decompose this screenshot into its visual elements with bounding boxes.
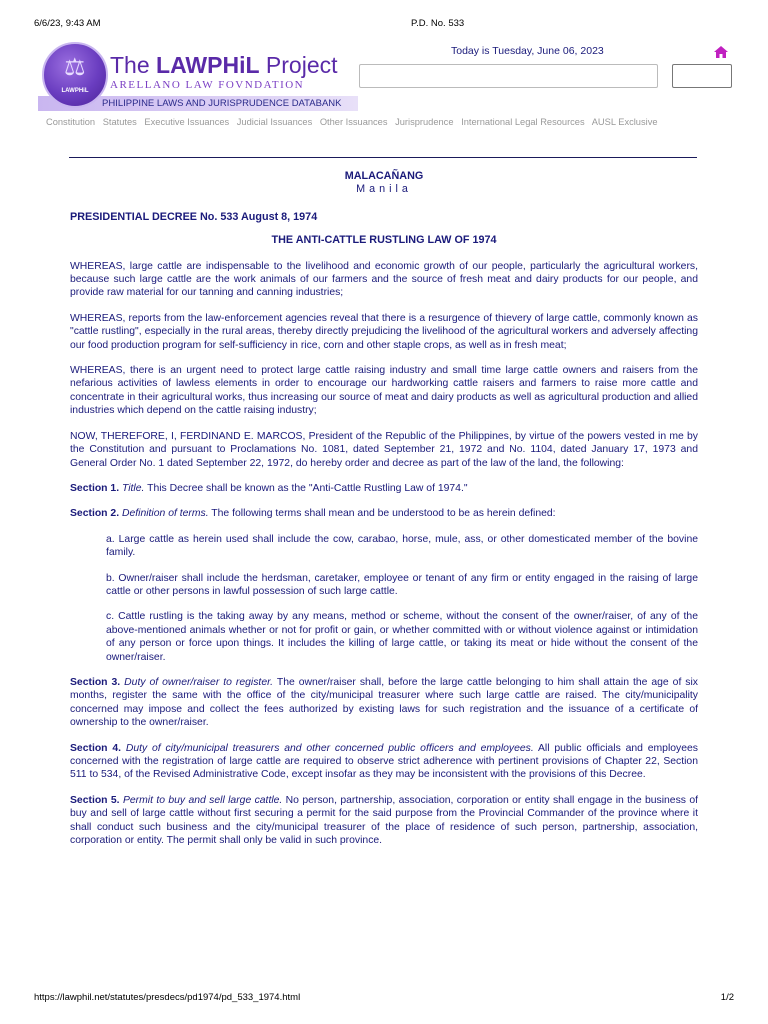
search-input[interactable] (359, 64, 658, 88)
nav-item-international[interactable]: International Legal Resources (461, 117, 585, 127)
section-body: The owner/raiser shall, before the large cattle belonging to him shall attain the age of six months, register the same with the office of the city/municipal treasurer where such large cattle are raised. The city/municipality concerned may impose and collect the fees authorized by existing laws for such registration and the issuance of a certificate of ownership to the owner/raiser. (70, 676, 699, 729)
section-heading: Duty of owner/raiser to register. (124, 676, 274, 688)
header-divider (69, 157, 697, 158)
lawphil-logo[interactable] (38, 42, 358, 114)
section-label: Section 5. (70, 794, 120, 806)
nav-item-other-issuances[interactable]: Other Issuances (319, 117, 388, 127)
logo-subtitle: ARELLANO LAW FOVNDATION (110, 79, 305, 91)
decree-preamble: NOW, THEREFORE, I, FERDINAND E. MARCOS, President of the Republic of the Philippines, by virtue of the powers vested in me by the Constitution and pursuant to Proclamations No. 1081, dated September 21, 1972 and No. 1104, dated January 17, 1973 and General Order No. 1 dated September 22, 1972, do hereby order and decree as part of the law of the land, the following: (70, 430, 698, 469)
nav-item-constitution[interactable]: Constitution (46, 117, 96, 127)
nav-item-ausl[interactable]: AUSL Exclusive (591, 117, 658, 127)
whereas-paragraph: WHEREAS, reports from the law-enforcement agencies reveal that there is a resurgence of thievery of large cattle, commonly known as "cattle rustling", especially in the rural areas, thereby directly prejudicing the livelihood of the agricultural workers and adversely affecting our food production program for self-sufficiency in rice, corn and other staple crops, as well as in fresh meat; (70, 312, 698, 351)
logo-title-prefix: The (110, 52, 157, 78)
section-heading: Permit to buy and sell large cattle. (122, 794, 283, 806)
nav-item-jurisprudence[interactable]: Jurisprudence (395, 117, 454, 127)
nav-item-judicial-issuances[interactable]: Judicial Issuances (236, 117, 313, 127)
logo-circle-label: LAWPHiL (61, 88, 89, 94)
main-nav (46, 117, 736, 127)
print-date: 6/6/23, 9:43 AM (34, 18, 101, 29)
logo-title (110, 52, 338, 79)
page-number: 1/2 (720, 992, 734, 1003)
section-label: Section 2. (70, 508, 120, 520)
whereas-paragraph: WHEREAS, large cattle are indispensable to the livelihood and economic growth of our people, particularly the agricultural workers, because such large cattle are the work animals of our farmers and the source of fresh meat and dairy products for our people, and provide raw material for our tanning and canning industries; (70, 260, 698, 299)
section-4 (70, 742, 698, 782)
nav-item-statutes[interactable]: Statutes (102, 117, 137, 127)
scales-glyph: ⚖ (64, 54, 86, 81)
whereas-paragraph: WHEREAS, there is an urgent need to protect large cattle raising industry and small time large cattle owners and raisers from the nefarious activities of lawless elements in order to encourage our hardworking cattle raisers and farmers to raise more cattle and concentrate in their agricultural works, thus increasing our source of meat and dairy products as well as agricultural production and allied industries which depend on the cattle raising industry; (70, 365, 698, 417)
section-label: Section 3. (70, 676, 121, 688)
section-1 (70, 482, 698, 495)
page-url[interactable]: https://lawphil.net/statutes/presdecs/pd1974/pd_533_1974.html (34, 992, 301, 1003)
section-body: All public officials and employees concerned with the registration of large cattle are required to observe strict adherence with pertinent provisions of Chapter 22, Section 511 to 534, of the Revised Administrative Code, except insofar as they may be inconsistent with the provisions of this Decree. (70, 742, 698, 781)
print-title: P.D. No. 533 (411, 18, 465, 29)
scales-of-justice-icon (42, 42, 108, 108)
section-3 (70, 676, 698, 730)
logo-title-brand: LAWPHiL (156, 52, 260, 78)
act-title: THE ANTI-CATTLE RUSTLING LAW OF 1974 (271, 234, 497, 247)
issuer-location: Manila (356, 183, 412, 196)
decree-body (70, 170, 698, 847)
section-heading: Definition of terms. (121, 508, 209, 520)
definition-item: a. Large cattle as herein used shall include the cow, carabao, horse, mule, ass, or other domesticated member of the bovine family. (106, 533, 698, 559)
section-5 (70, 794, 698, 848)
logo-band-text: PHILIPPINE LAWS AND JURISPRUDENCE DATABANK (102, 98, 342, 109)
section-label: Section 4. (70, 742, 122, 754)
section-label: Section 1. (70, 482, 120, 494)
definition-item: c. Cattle rustling is the taking away by any means, method or scheme, without the consent of the owner/raiser, of any of the above-mentioned animals whether or not for profit or gain, or whether committed with or without violence against or intimidation of any person or force upon things. It includes the killing of large cattle, or taking its meat or hide without the consent of the owner/raiser. (106, 611, 698, 663)
print-header (34, 18, 734, 32)
search-button[interactable] (672, 64, 732, 88)
today-date: Today is Tuesday, June 06, 2023 (451, 45, 604, 57)
logo-title-suffix: Project (259, 52, 338, 78)
definition-item: b. Owner/raiser shall include the herdsman, caretaker, employee or tenant of any firm or entity engaged in the raising of large cattle or other persons in lawful possession of such large cattle. (106, 572, 698, 597)
decree-title: PRESIDENTIAL DECREE No. 533 August 8, 1974 (70, 210, 318, 223)
nav-item-executive-issuances[interactable]: Executive Issuances (144, 117, 230, 127)
section-heading: Duty of city/municipal treasurers and other concerned public officers and employees. (125, 742, 534, 754)
issuer-heading: MALACAÑANG (344, 170, 424, 182)
home-icon[interactable] (713, 45, 729, 59)
section-heading: Title. (121, 482, 145, 494)
section-2 (70, 507, 698, 520)
section-body: This Decree shall be known as the "Anti-Cattle Rustling Law of 1974." (144, 482, 468, 494)
section-body: No person, partnership, association, corporation or entity shall engage in the business of buy and sell of large cattle without first securing a permit for the said purpose from the Provincial Commander of the province where it shall conduct such business and the city/municipal treasurer of the place of residence of such person, partnership, association, corporation or entity. The permit shall only be valid in such province. (70, 794, 699, 847)
section-body: The following terms shall mean and be understood to be as herein defined: (208, 508, 556, 520)
